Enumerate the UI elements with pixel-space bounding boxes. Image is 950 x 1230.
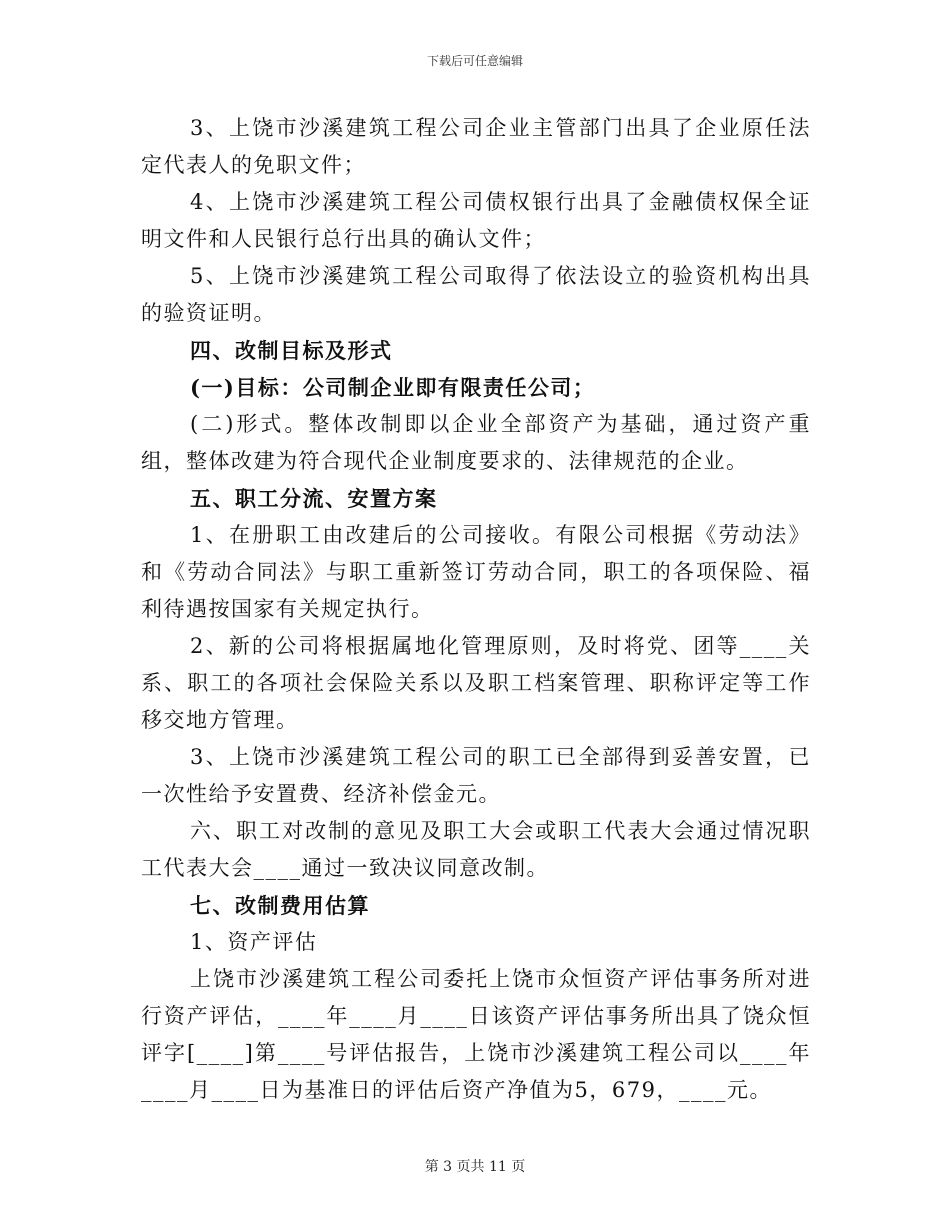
paragraph-asset-evaluation: 上饶市沙溪建筑工程公司委托上饶市众恒资产评估事务所对进行资产评估，____年____月____日该资产评估事务所出具了饶众恒评字[____]第____号评估报告，上饶市沙溪建筑工程公司以____年____月____日为基准日的评估后资产净值为5，679，____元。: [141, 967, 811, 1102]
subheading-goal: (一)目标：公司制企业即有限责任公司；: [190, 375, 596, 400]
paragraph-item-4: 4、上饶市沙溪建筑工程公司债权银行出具了金融债权保全证明文件和人民银行总行出具的确认文件；: [141, 190, 811, 251]
page-header: 下载后可任意编辑: [426, 54, 523, 68]
paragraph-staff-3: 3、上饶市沙溪建筑工程公司的职工已全部得到妥善安置，已一次性给予安置费、经济补偿金元。: [141, 745, 811, 806]
paragraph-staff-1: 1、在册职工由改建后的公司接收。有限公司根据《劳动法》和《劳动合同法》与职工重新签订劳动合同，职工的各项保险、福利待遇按国家有关规定执行。: [141, 523, 811, 621]
paragraph-item-5: 5、上饶市沙溪建筑工程公司取得了依法设立的验资机构出具的验资证明。: [141, 264, 811, 325]
paragraph-section-6: 六、职工对改制的意见及职工大会或职工代表大会通过情况职工代表大会____通过一致决议同意改制。: [141, 819, 811, 880]
document-body: [141, 110, 811, 1109]
section-heading-4: 四、改制目标及形式: [190, 338, 393, 363]
paragraph-staff-2: 2、新的公司将根据属地化管理原则，及时将党、团等____关系、职工的各项社会保险关系以及职工档案管理、职称评定等工作移交地方管理。: [141, 634, 811, 732]
section-heading-5: 五、职工分流、安置方案: [190, 486, 438, 511]
page-footer: 第 3 页共 11 页: [424, 1159, 526, 1175]
paragraph-item-3: 3、上饶市沙溪建筑工程公司企业主管部门出具了企业原任法定代表人的免职文件；: [141, 116, 811, 177]
section-heading-7: 七、改制费用估算: [190, 893, 370, 918]
paragraph-form: (二)形式。整体改制即以企业全部资产为基础，通过资产重组，整体改建为符合现代企业制度要求的、法律规范的企业。: [141, 412, 811, 473]
subheading-asset-evaluation: 1、资产评估: [190, 930, 318, 954]
